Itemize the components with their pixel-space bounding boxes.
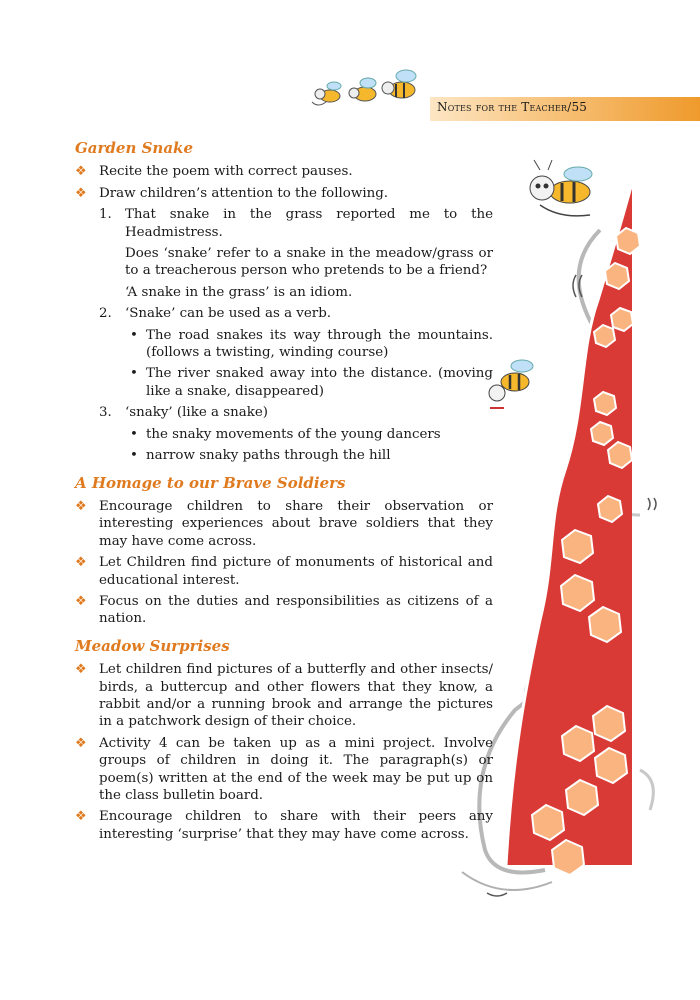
section-title: A Homage to our Brave Soldiers (75, 473, 346, 492)
list-item: • The road snakes its way through the mountains. (follows a twisting, winding course) (130, 327, 493, 361)
numbered-item: 1. That snake in the grass reported me to the Headmistress. (99, 207, 493, 240)
list-item: • The river snaked away into the distance. (moving like a snake, disappeared) (130, 366, 493, 399)
section-title: Meadow Surprises (75, 636, 230, 655)
list-item: ❖ Encourage children to share with their peers any interesting ‘surprise’ that they may have come across. (75, 809, 493, 842)
list-item: • narrow snaky paths through the hill (130, 448, 391, 464)
bullet-diamond-icon: ❖ (75, 498, 87, 514)
list-item: ❖ Encourage children to share their observation or interesting experiences about brave soldiers that they may have come across. (75, 498, 493, 549)
bullet-diamond-icon: ❖ (75, 185, 87, 201)
bullet-diamond-icon: ❖ (75, 809, 87, 825)
list-item: ❖ Focus on the duties and responsibilities as citizens of a nation. (75, 593, 493, 627)
section-title: Garden Snake (75, 139, 193, 157)
bullet-diamond-icon: ❖ (75, 164, 87, 180)
header-title: Notes for the Teacher/ (437, 100, 572, 114)
bullet-diamond-icon: ❖ (75, 593, 87, 609)
bullet-dot-icon: • (130, 366, 138, 382)
bullet-dot-icon: • (130, 426, 138, 442)
teacher-notes (75, 140, 493, 847)
list-item: ❖ Recite the poem with correct pauses. (75, 164, 353, 180)
bullet-diamond-icon: ❖ (75, 735, 87, 751)
list-item: ❖ Draw children’s attention to the following. (75, 185, 389, 201)
bullet-diamond-icon: ❖ (75, 662, 87, 678)
numbered-item: 2. ‘Snake’ can be used as a verb. (99, 306, 332, 322)
page-number: 55 (571, 100, 588, 114)
bullet-dot-icon: • (130, 448, 138, 464)
list-item: ❖ Let children find pictures of a butterfly and other insects/ birds, a buttercup and other flowers that they know, a rabbit and/or a running brook and arrange the pictures in a patchwork design of their choice. (75, 662, 493, 730)
list-item: ❖ Let Children find picture of monuments of historical and educational interest. (75, 555, 493, 588)
bullet-dot-icon: • (130, 327, 138, 343)
note-text: ‘A snake in the grass’ is an idiom. (125, 284, 353, 300)
note-text: Does ‘snake’ refer to a snake in the meadow/grass or to a treacherous person who pretends to be a friend? (125, 246, 493, 279)
list-item: • the snaky movements of the young dancers (130, 426, 441, 442)
page-header (437, 100, 587, 114)
numbered-item: 3. ‘snaky’ (like a snake) (99, 405, 268, 421)
list-item: ❖ Activity 4 can be taken up as a mini project. Involve groups of children in doing it. The paragraph(s) or poem(s) written at the end of the week may be put up on the class bulletin board. (75, 735, 493, 803)
bees-icon (310, 66, 430, 112)
bullet-diamond-icon: ❖ (75, 555, 87, 571)
